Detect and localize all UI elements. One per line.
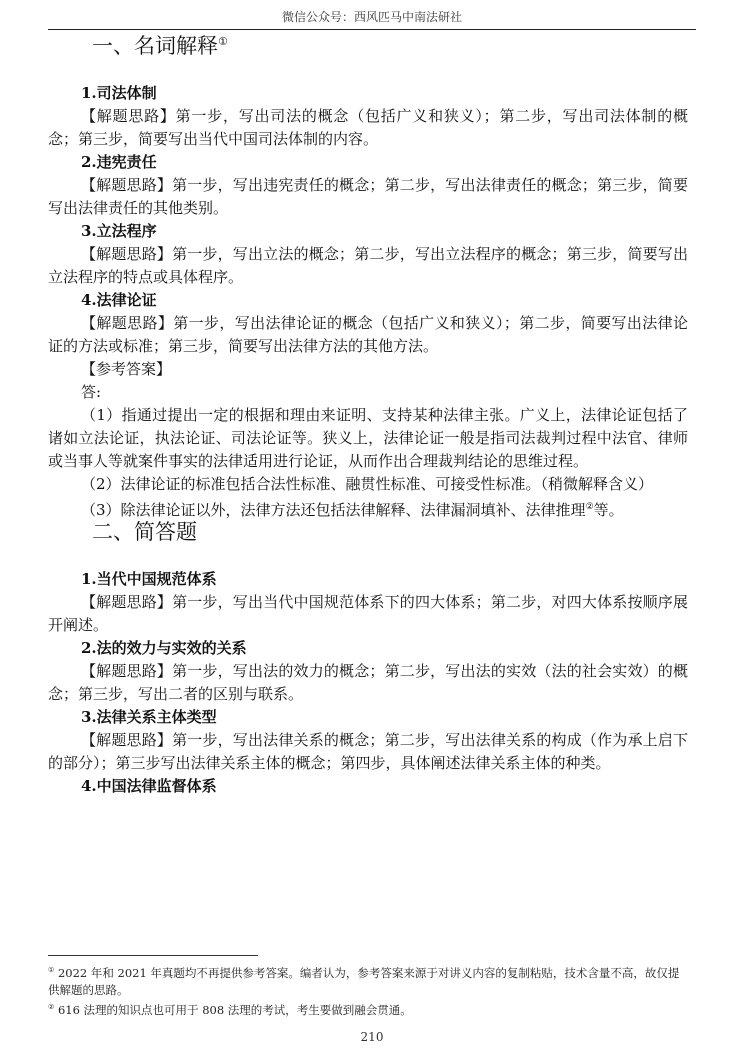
- section-title: 二、简答题: [92, 520, 197, 544]
- page-content: [48, 36, 688, 798]
- paragraph: 【解题思路】第一步，写出司法的概念（包括广义和狭义）；第二步，写出司法体制的概念；第三步，简要写出当代中国司法体制的内容。: [48, 107, 688, 148]
- paragraph: （3）除法律论证以外，法律方法还包括法律解释、法律漏洞填补、法律推理②等。: [81, 501, 624, 519]
- section-title: 一、名词解释①: [92, 34, 228, 58]
- footnote-rule: [48, 955, 258, 956]
- paragraph: （2）法律论证的标准包括合法性标准、融贯性标准、可接受性标准。（稍微解释含义）: [81, 475, 654, 493]
- paragraph: 答:: [81, 383, 102, 401]
- question-heading: 2.法的效力与实效的关系: [81, 639, 247, 657]
- paragraph: 【解题思路】第一步，写出法律论证的概念（包括广义和狭义）；第二步，简要写出法律论证的方法或标准；第三步，简要写出法律方法的其他方法。: [48, 314, 688, 355]
- page-number: 210: [360, 1030, 384, 1044]
- paragraph: 【参考答案】: [81, 360, 172, 378]
- question-heading: 4.中国法律监督体系: [81, 777, 217, 795]
- question-heading: 3.法律关系主体类型: [81, 708, 217, 726]
- paragraph: （1）指通过提出一定的根据和理由来证明、支持某种法律主张。广义上，法律论证包括了诸如立法论证，执法论证、司法论证等。狭义上，法律论证一般是指司法裁判过程中法官、律师或当事人等就案件事实的法律适用进行论证，从而作出合理裁判结论的思维过程。: [48, 406, 688, 470]
- paragraph: 【解题思路】第一步，写出当代中国规范体系下的四大体系；第二步，对四大体系按顺序展开阐述。: [48, 593, 688, 634]
- question-heading: 1.司法体制: [81, 84, 157, 102]
- footnote: ① 2022 年和 2021 年真题均不再提供参考答案。编者认为，参考答案来源于对讲义内容的复制粘贴，技术含量不高，故仅提供解题的思路。: [48, 965, 680, 997]
- paragraph: 【解题思路】第一步，写出法的效力的概念；第二步，写出法的实效（法的社会实效）的概念；第三步，写出二者的区别与联系。: [48, 662, 688, 703]
- page-header: 微信公众号：西风匹马中南法研社: [281, 10, 462, 24]
- question-heading: 3.立法程序: [81, 222, 157, 240]
- paragraph: 【解题思路】第一步，写出法律关系的概念；第二步，写出法律关系的构成（作为承上启下的部分）；第三步写出法律关系主体的概念；第四步，具体阐述法律关系主体的种类。: [48, 731, 688, 772]
- footnote-ref[interactable]: ②: [585, 502, 594, 512]
- paragraph: 【解题思路】第一步，写出违宪责任的概念；第二步，写出法律责任的概念；第三步，简要写出法律责任的其他类别。: [48, 176, 688, 217]
- footnote-ref[interactable]: ①: [218, 35, 228, 48]
- paragraph: 【解题思路】第一步，写出立法的概念；第二步，写出立法程序的概念；第三步，简要写出立法程序的特点或具体程序。: [48, 245, 688, 286]
- footnote: ② 616 法理的知识点也可用于 808 法理的考试，考生要做到融会贯通。: [48, 1002, 412, 1017]
- question-heading: 4.法律论证: [81, 291, 157, 309]
- header-rule: [48, 29, 696, 30]
- question-heading: 1.当代中国规范体系: [81, 570, 217, 588]
- question-heading: 2.违宪责任: [81, 153, 157, 171]
- footnotes: [48, 962, 688, 1019]
